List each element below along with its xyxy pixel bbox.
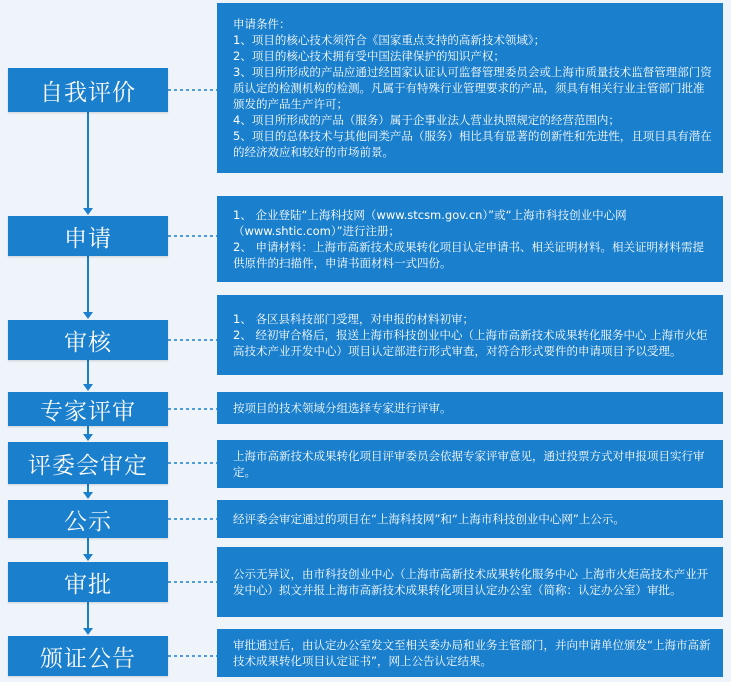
step-8-box	[8, 636, 168, 676]
step-4-label: 专家评审	[40, 398, 136, 425]
step-6-label: 公示	[64, 508, 112, 535]
step-3-description	[217, 295, 723, 375]
step-3-label: 审核	[64, 329, 112, 356]
step-6-description-line: 经评委会审定通过的项目在“上海科技网”和“上海市科技创业中心网”上公示。	[233, 512, 625, 526]
step-5-label: 评委会审定	[28, 452, 148, 479]
step-6-flow-arrow-head	[83, 554, 93, 561]
step-1-description-line: 3、项目所形成的产品应通过经国家认证认可监督管理委员会或上海市质量技术监督管理部门资质认定的检测机构的检测。凡属于有特殊行业管理要求的产品，须具有相关行业主管部门批准颁发的产品生产许可；	[233, 65, 712, 111]
step-1-box	[8, 68, 168, 112]
step-4-description-line: 按项目的技术领域分组选择专家进行评审。	[233, 401, 452, 415]
step-1-flow-arrow-head	[83, 208, 93, 215]
step-1-description-line: 1、项目的核心技术须符合《国家重点支持的高新技术领域》；	[233, 33, 546, 47]
step-7-label: 审批	[64, 571, 112, 598]
step-1-description-line: 4、项目所形成的产品（服务）属于企事业法人营业执照规定的经营范围内；	[233, 113, 620, 127]
step-2-description-line: 2、 申请材料：上海市高新技术成果转化项目认定申请书、相关证明材料。相关证明材料需提供原件的扫描件，申请书面材料一式四份。	[233, 240, 704, 270]
step-5-flow-arrow-head	[83, 492, 93, 499]
step-1-description	[217, 3, 723, 173]
step-8-label: 颁证公告	[40, 645, 136, 672]
step-1-description-line: 2、项目的核心技术拥有受中国法律保护的知识产权；	[233, 49, 505, 63]
step-1-description-line: 申请条件：	[233, 17, 291, 31]
step-2-label: 申请	[64, 225, 112, 252]
step-5-description	[217, 440, 723, 488]
step-8-description	[217, 629, 723, 677]
step-3-box	[8, 320, 168, 360]
step-1-description-line: 5、项目的总体技术与其他同类产品（服务）相比具有显著的创新性和先进性，且项目具有潜在的经济效应和较好的市场前景。	[233, 129, 712, 159]
step-7-flow-arrow-head	[83, 628, 93, 635]
step-1-label: 自我评价	[40, 79, 136, 106]
step-3-description-line: 1、 各区县科技部门受理，对申报的材料初审；	[233, 312, 474, 326]
step-2-description-line: 1、 企业登陆“上海科技网（www.stcsm.gov.cn）”或“上海市科技创业中心网（www.shtic.com）”进行注册；	[233, 208, 627, 238]
step-8-description-line: 审批通过后，由认定办公室发文至相关委办局和业务主管部门，并向申请单位颁发“上海市高新技术成果转化项目认定证书”，网上公告认定结果。	[233, 638, 711, 668]
step-5-box	[8, 442, 168, 484]
step-7-box	[8, 562, 168, 602]
step-5-description-line: 上海市高新技术成果转化项目评审委员会依据专家评审意见，通过投票方式对申报项目实行审定。	[233, 449, 705, 479]
step-2-box	[8, 216, 168, 256]
step-3-flow-arrow-head	[83, 384, 93, 391]
step-7-description-line: 公示无异议，由市科技创业中心（上海市高新技术成果转化服务中心 上海市火炬高技术产业开发中心）拟文并报上海市高新技术成果转化项目认定办公室（简称：认定办公室）审批。	[233, 567, 709, 597]
step-4-flow-arrow-head	[83, 434, 93, 441]
step-6-description	[217, 500, 723, 538]
step-2-flow-arrow-head	[83, 312, 93, 319]
step-4-box	[8, 392, 168, 426]
step-3-description-line: 2、 经初审合格后，报送上海市科技创业中心（上海市高新技术成果转化服务中心 上海市火炬高技术产业开发中心）项目认定部进行形式审查，对符合形式要件的申请项目予以受理。	[233, 328, 708, 358]
step-7-description	[217, 547, 723, 617]
step-6-box	[8, 500, 168, 538]
step-2-description	[217, 196, 723, 282]
step-4-description	[217, 392, 723, 424]
